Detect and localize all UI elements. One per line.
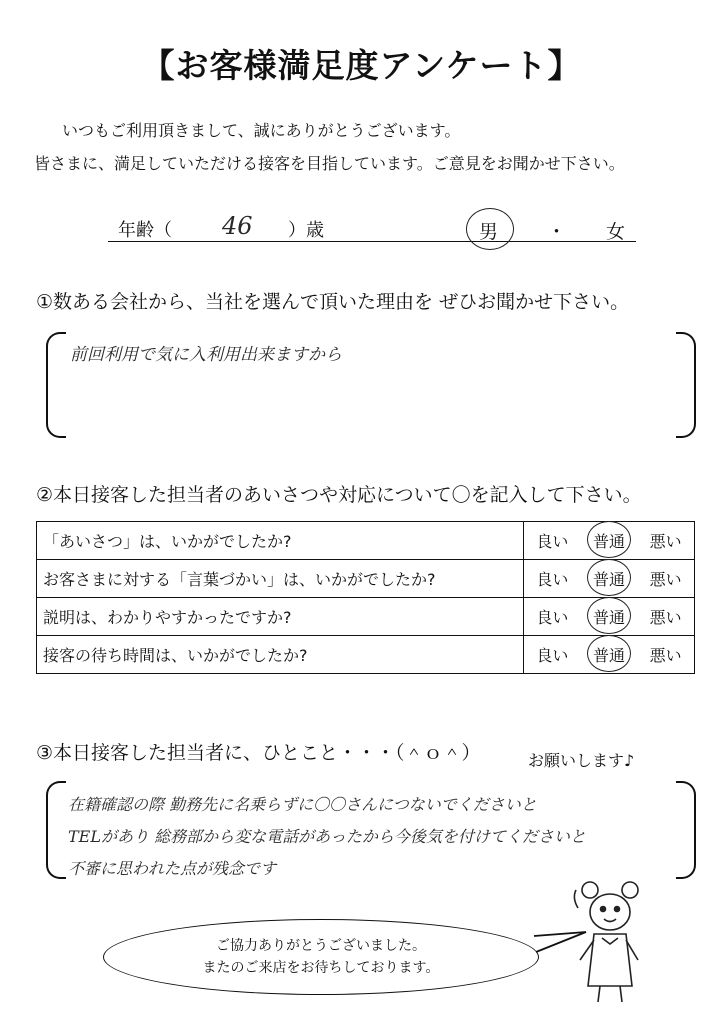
option-bad[interactable]: 悪い [649,646,682,665]
q1-answer[interactable]: 前回利用で気に入利用出来ますから [70,345,342,365]
option-good[interactable]: 良い [536,646,569,665]
q1-question: ①数ある会社から、当社を選んで頂いた理由を ぜひお聞かせ下さい。 [36,291,630,313]
option-average[interactable]: 普通 [591,643,627,666]
option-bad[interactable]: 悪い [649,608,682,627]
table-row [37,522,695,560]
table-row [37,598,695,636]
q3-answer-line-1[interactable]: 在籍確認の際 勤務先に名乗らずに〇〇さんにつないでくださいと [68,795,537,814]
page-title: 【お客様満足度アンケート】 [141,46,582,85]
gender-male[interactable]: 男 [479,221,499,243]
row-question: 説明は、わかりやすかったですか? [37,598,524,636]
q3-bracket-right [676,781,696,879]
closing-speech-bubble [103,919,539,995]
option-good[interactable]: 良い [536,532,569,551]
option-average[interactable]: 普通 [591,567,627,590]
rating-cell [524,522,695,560]
rating-cell [524,560,695,598]
option-good[interactable]: 良い [536,608,569,627]
age-suffix: ）歳 [288,220,324,241]
q1-bracket-right [676,332,696,438]
q3-answer-line-3[interactable]: 不審に思われた点が残念です [68,859,277,878]
gender-separator: ・ [547,221,567,243]
option-good[interactable]: 良い [536,570,569,589]
age-label: 年齢（ [118,220,172,241]
option-average[interactable]: 普通 [591,605,627,628]
speech-bubble-tail [530,930,590,960]
option-average[interactable]: 普通 [591,529,627,552]
age-value[interactable]: 46 [222,212,253,240]
q3-answer-line-2[interactable]: TELがあり 総務部から変な電話があったから今後気を付けてくださいと [68,827,586,846]
row-question: 「あいさつ」は、いかがでしたか? [37,522,524,560]
closing-line-2: またのご来店をお待ちしております。 [202,960,440,976]
intro-line-1: いつもご利用頂きまして、誠にありがとうございます。 [62,121,461,140]
q2-question: ②本日接客した担当者のあいさつや対応について〇を記入して下さい。 [36,484,642,506]
closing-line-1: ご協力ありがとうございました。 [216,938,426,954]
gender-female[interactable]: 女 [606,221,626,243]
q3-request: お願いします♪ [528,751,635,770]
evaluation-table [36,521,695,674]
table-row [37,560,695,598]
row-question: お客さまに対する「言葉づかい」は、いかがでしたか? [37,560,524,598]
intro-line-2: 皆さまに、満足していただける接客を目指しています。ご意見をお聞かせ下さい。 [34,154,625,173]
option-bad[interactable]: 悪い [649,570,682,589]
rating-cell [524,598,695,636]
q3-bracket-left [46,781,66,879]
option-bad[interactable]: 悪い [649,532,682,551]
table-row [37,636,695,674]
row-question: 接客の待ち時間は、いかがでしたか? [37,636,524,674]
q1-bracket-left [46,332,66,438]
rating-cell [524,636,695,674]
q3-question: ③本日接客した担当者に、ひとこと・・・（＾ｏ＾） [36,742,481,764]
